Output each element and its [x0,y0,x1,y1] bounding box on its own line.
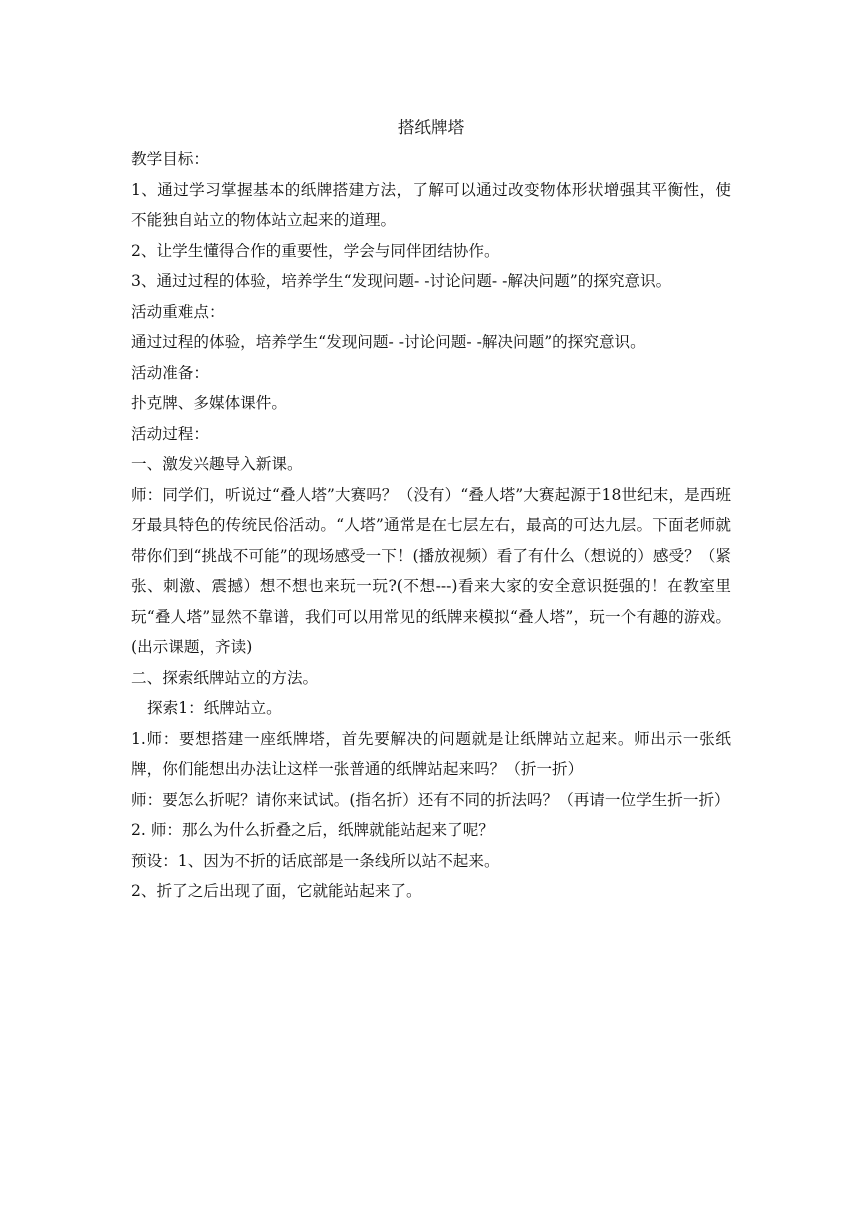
presupposition-2: 2、折了之后出现了面，它就能站起来了。 [131,882,422,900]
goal-1: 1、通过学习掌握基本的纸牌搭建方法，了解可以通过改变物体形状增强其平衡性，使不能独自站立的物体站立起来的道理。 [131,180,731,229]
step-2-text: 2. 师：那么为什么折叠之后，纸牌就能站起来了呢？ [131,821,494,839]
document-body [131,112,731,907]
heading-key-points: 活动重难点： [131,302,225,321]
goal-3: 3、通过过程的体验，培养学生“发现问题- -讨论问题- -解决问题”的探究意识。 [131,272,672,290]
teacher-prompt-text: 师：要怎么折呢？请你来试试。(指名折）还有不同的折法吗？（再请一位学生折一折） [131,790,730,809]
goal-2: 2、让学生懂得合作的重要性，学会与同伴团结协作。 [131,241,500,260]
presupposition-1: 预设：1、因为不折的话底部是一条线所以站不起来。 [131,851,500,870]
key-points-text: 通过过程的体验，培养学生“发现问题- -讨论问题- -解决问题”的探究意识。 [131,333,646,351]
section-1-text: 师：同学们，听说过“叠人塔”大赛吗？（没有）“叠人塔”大赛起源于18世纪末，是西班牙最具特色的传统民俗活动。“人塔”通常是在七层左右，最高的可达九层。下面老师就带你们到“挑战不可能”的现场感受一下！(播放视频）看了有什么（想说的）感受？（紧张、刺激、震撼）想不想也来玩一玩?(不想---)看来大家的安全意识挺强的！在教室里玩“叠人塔”显然不靠谱，我们可以用常见的纸牌来模拟“叠人塔”，玩一个有趣的游戏。(出示课题，齐读) [131,485,731,656]
explore-1-heading: 探索1：纸牌站立。 [147,699,282,717]
heading-process: 活动过程： [131,424,209,443]
section-1-heading: 一、激发兴趣导入新课。 [131,455,303,473]
document-title: 搭纸牌塔 [397,118,465,137]
heading-preparation: 活动准备： [131,363,209,382]
section-2-heading: 二、探索纸牌站立的方法。 [131,668,319,687]
heading-teaching-goals: 教学目标： [131,150,209,168]
step-1-text: 1.师：要想搭建一座纸牌塔，首先要解决的问题就是让纸牌站立起来。师出示一张纸牌，你们能想出办法让这样一张普通的纸牌站起来吗？（折一折） [131,729,731,778]
preparation-text: 扑克牌、多媒体课件。 [131,394,287,412]
